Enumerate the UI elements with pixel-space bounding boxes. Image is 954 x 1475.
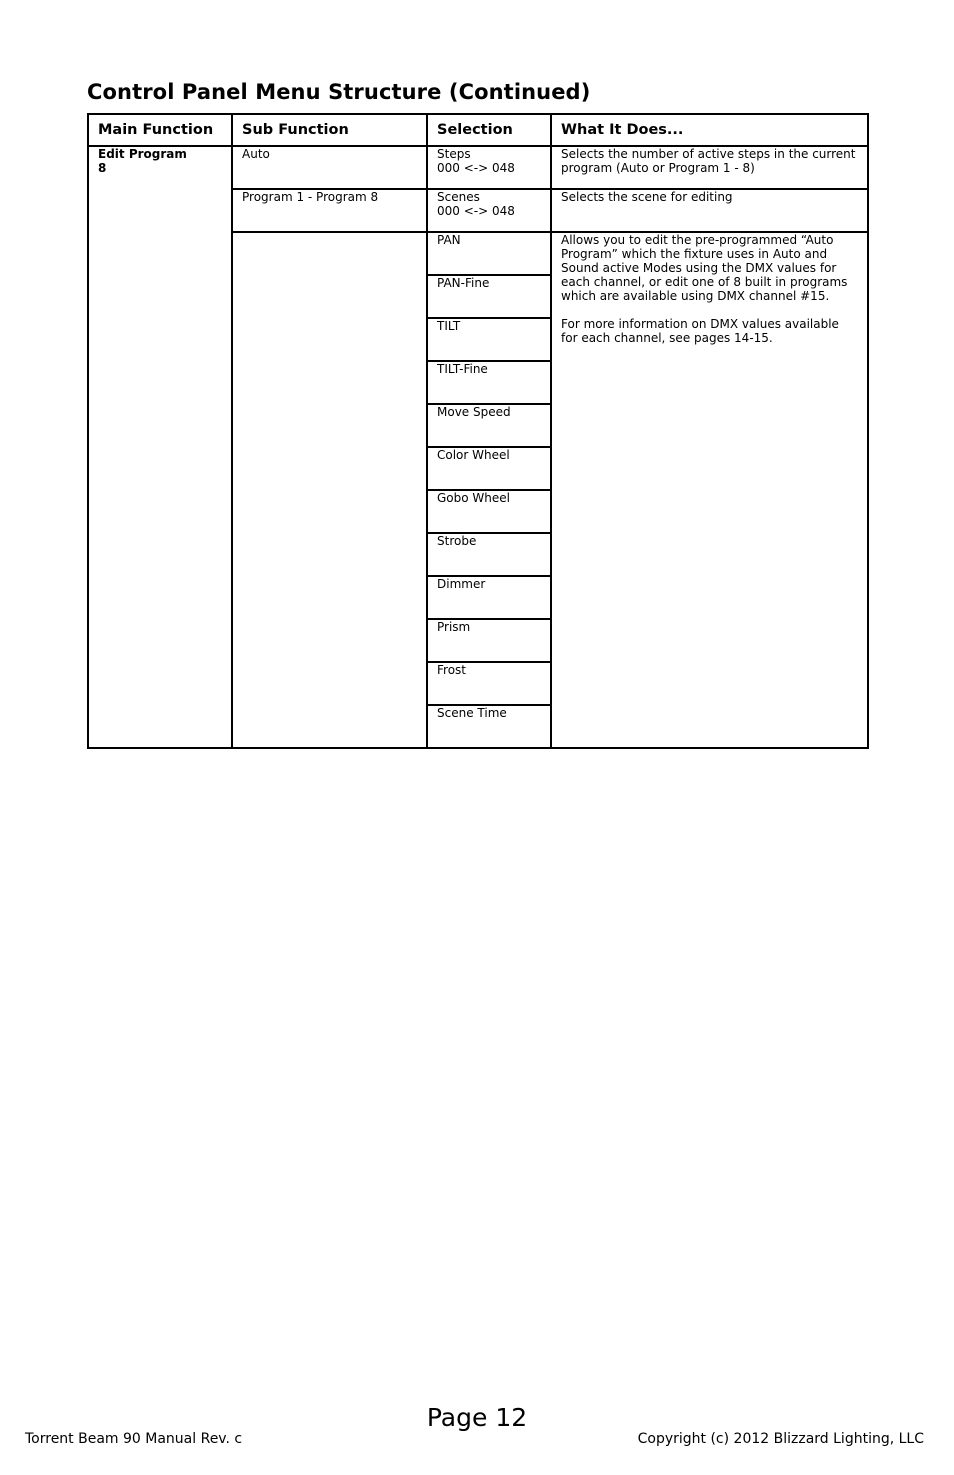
menu-structure-table bbox=[87, 113, 869, 749]
channel-cell: PAN-Fine bbox=[427, 275, 551, 318]
selection-line: 000 <-> 048 bbox=[437, 204, 515, 218]
description-line: for each channel, see pages 14-15. bbox=[561, 331, 773, 345]
description-line: each channel, or edit one of 8 built in programs bbox=[561, 275, 848, 289]
footer-copyright: Copyright (c) 2012 Blizzard Lighting, LLC bbox=[637, 1431, 924, 1447]
description-line: Allows you to edit the pre-programmed “Auto bbox=[561, 233, 834, 247]
description-line: Program” which the fixture uses in Auto and bbox=[561, 247, 828, 261]
header-sub-function: Sub Function bbox=[232, 114, 427, 146]
paragraph-gap bbox=[561, 303, 858, 317]
channel-cell: Scene Time bbox=[427, 705, 551, 748]
channel-cell: PAN bbox=[427, 232, 551, 275]
description-line: For more information on DMX values available bbox=[561, 317, 839, 331]
main-function-line1: Edit Program bbox=[98, 147, 187, 161]
header-selection: Selection bbox=[427, 114, 551, 146]
description-line: Selects the scene for editing bbox=[561, 190, 733, 204]
main-function-cell bbox=[88, 146, 232, 748]
selection-line: 000 <-> 048 bbox=[437, 161, 515, 175]
channel-cell: Gobo Wheel bbox=[427, 490, 551, 533]
sub-function-cell: Auto bbox=[232, 146, 427, 189]
channel-cell: Prism bbox=[427, 619, 551, 662]
description-line: Sound active Modes using the DMX values for bbox=[561, 261, 837, 275]
sub-function-cell-empty bbox=[232, 232, 427, 748]
table-row bbox=[88, 146, 868, 189]
description-cell bbox=[551, 146, 868, 189]
footer-manual-title: Torrent Beam 90 Manual Rev. c bbox=[25, 1431, 243, 1447]
description-cell bbox=[551, 189, 868, 232]
description-line: program (Auto or Program 1 - 8) bbox=[561, 161, 755, 175]
description-line: Selects the number of active steps in the current bbox=[561, 147, 856, 161]
description-line: which are available using DMX channel #15. bbox=[561, 289, 830, 303]
channel-cell: Move Speed bbox=[427, 404, 551, 447]
selection-cell bbox=[427, 189, 551, 232]
channel-cell: Frost bbox=[427, 662, 551, 705]
channel-cell: Strobe bbox=[427, 533, 551, 576]
selection-line: Steps bbox=[437, 147, 471, 161]
page-title: Control Panel Menu Structure (Continued) bbox=[87, 80, 591, 104]
sub-function-cell: Program 1 - Program 8 bbox=[232, 189, 427, 232]
channel-cell: TILT-Fine bbox=[427, 361, 551, 404]
channel-cell: Color Wheel bbox=[427, 447, 551, 490]
header-main-function: Main Function bbox=[88, 114, 232, 146]
page-number: Page 12 bbox=[426, 1403, 528, 1432]
main-function-line2: 8 bbox=[98, 161, 107, 175]
channel-cell: TILT bbox=[427, 318, 551, 361]
table-header-row bbox=[88, 114, 868, 146]
selection-line: Scenes bbox=[437, 190, 480, 204]
selection-cell bbox=[427, 146, 551, 189]
channel-cell: Dimmer bbox=[427, 576, 551, 619]
header-what-it-does: What It Does... bbox=[551, 114, 868, 146]
channel-description-cell bbox=[551, 232, 868, 748]
